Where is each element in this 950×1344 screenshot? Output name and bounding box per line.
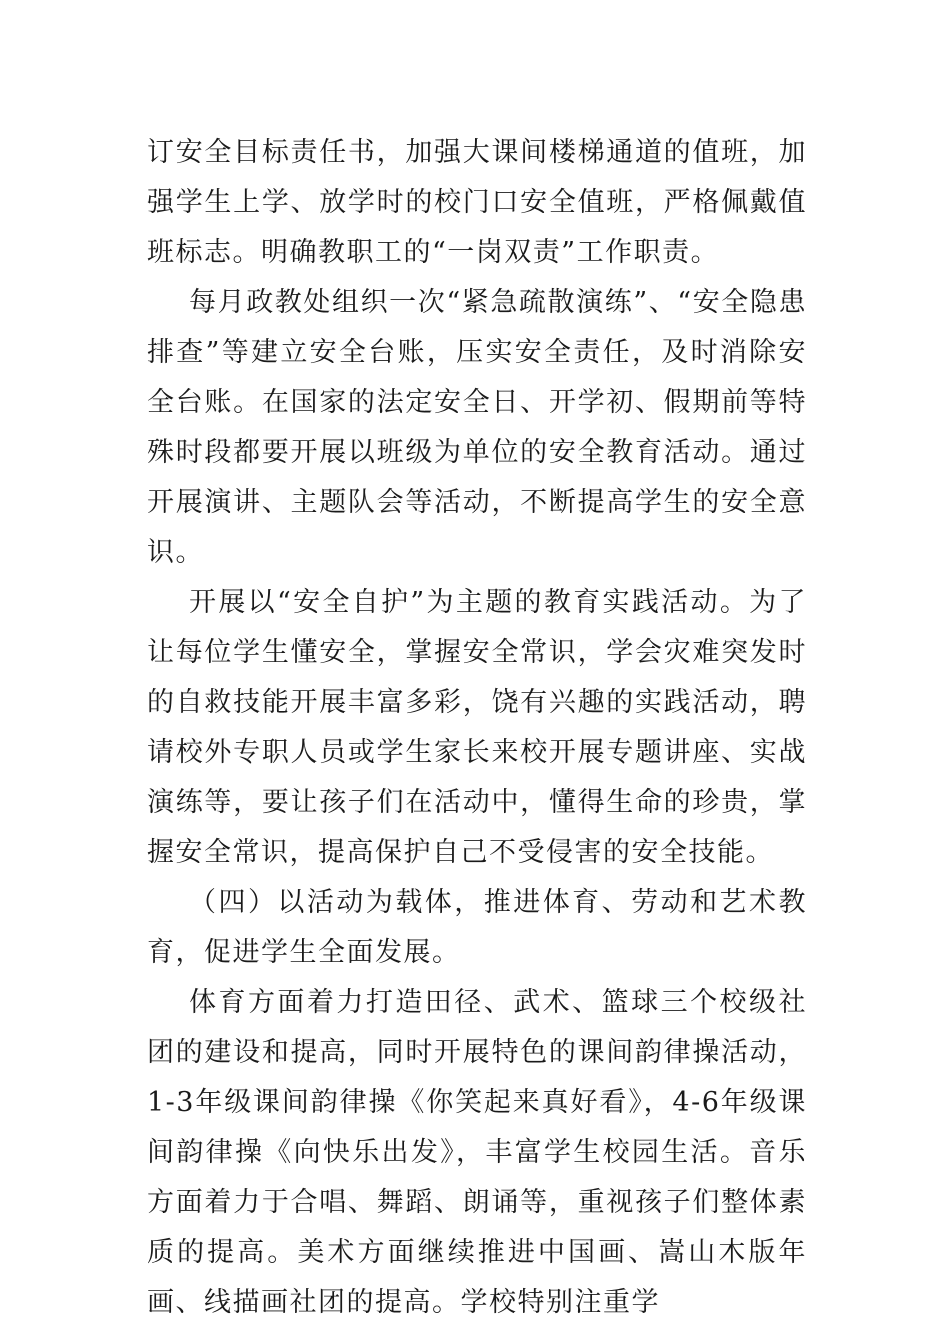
section-heading-four: （四）以活动为载体，推进体育、劳动和艺术教育，促进学生全面发展。 — [147, 887, 807, 968]
paragraph-continuation: 订安全目标责任书，加强大课间楼梯通道的值班，加强学生上学、放学时的校门口安全值班，严格佩戴值班标志。明确教职工的“一岗双责”工作职责。 — [147, 137, 807, 268]
paragraph-safety-drills: 每月政教处组织一次“紧急疏散演练”、“安全隐患排查”等建立安全台账，压实安全责任，及时消除安全台账。在国家的法定安全日、开学初、假期前等特殊时段都要开展以班级为单位的安全教育活动。通过开展演讲、主题队会等活动，不断提高学生的安全意识。 — [147, 287, 807, 568]
paragraph-self-protection: 开展以“安全自护”为主题的教育实践活动。为了让每位学生懂安全，掌握安全常识，学会灾难突发时的自救技能开展丰富多彩，饶有兴趣的实践活动，聘请校外专职人员或学生家长来校开展专题讲座、实战演练等，要让孩子们在活动中，懂得生命的珍贵，掌握安全常识，提高保护自己不受侵害的安全技能。 — [147, 587, 807, 868]
body-text — [147, 128, 807, 1328]
paragraph-sports-arts: 体育方面着力打造田径、武术、篮球三个校级社团的建设和提高，同时开展特色的课间韵律操活动，1-3年级课间韵律操《你笑起来真好看》，4-6年级课间韵律操《向快乐出发》，丰富学生校园生活。音乐方面着力于合唱、舞蹈、朗诵等，重视孩子们整体素质的提高。美术方面继续推进中国画、嵩山木版年画、线描画社团的提高。学校特别注重学 — [147, 987, 807, 1318]
